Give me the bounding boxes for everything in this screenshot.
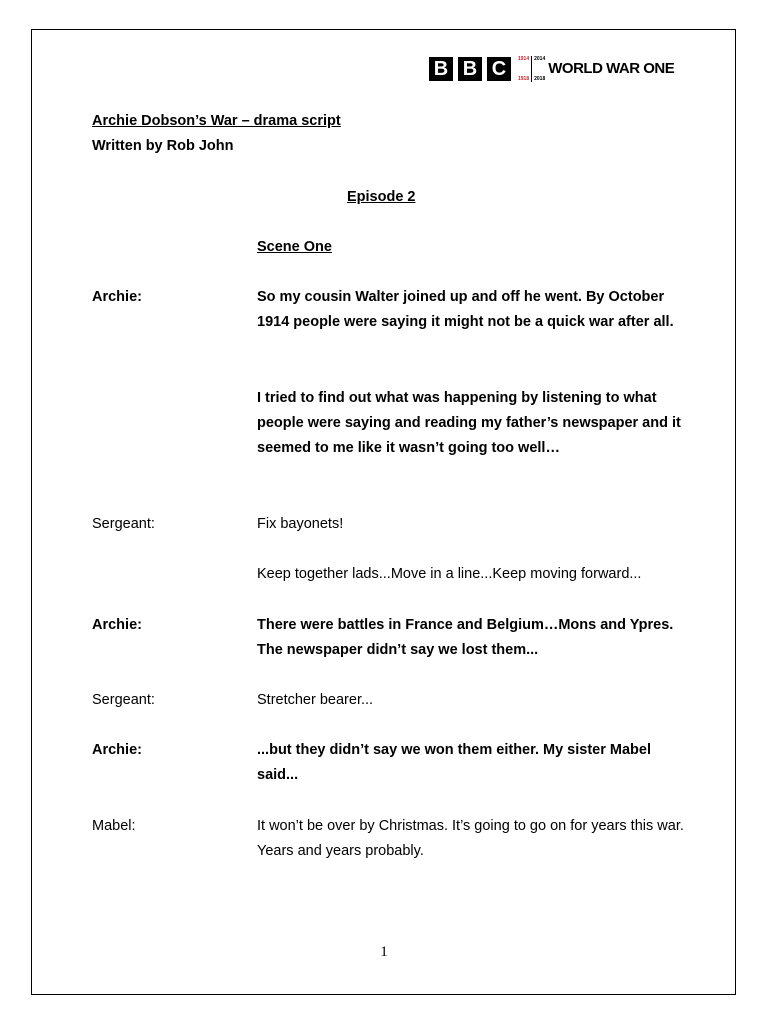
year-2014: 2014 <box>534 55 546 62</box>
speaker-mabel: Mabel: <box>92 818 136 834</box>
speaker-sergeant-1: Sergeant: <box>92 516 155 532</box>
bbc-letter-b2: B <box>458 57 482 81</box>
speaker-archie-3: Archie: <box>92 742 142 758</box>
bbc-world-war-one-logo <box>429 55 674 82</box>
year-1914: 1914 <box>518 55 530 62</box>
episode-heading: Episode 2 <box>347 189 416 205</box>
dialogue-archie-1a: So my cousin Walter joined up and off he went. By October 1914 people were saying it might not be a quick war after all. <box>257 289 674 330</box>
dialogue-sergeant-1a: Fix bayonets! <box>257 516 344 532</box>
dialogue-sergeant-1b: Keep together lads...Move in a line...Keep moving forward... <box>257 566 642 582</box>
speaker-archie-1: Archie: <box>92 289 142 305</box>
dialogue-archie-3: ...but they didn’t say we won them either. My sister Mabel said... <box>257 742 651 783</box>
document-title: Archie Dobson’s War – drama script <box>92 113 341 129</box>
bbc-letter-c: C <box>487 57 511 81</box>
logo-years-red <box>518 56 532 82</box>
year-2018: 2018 <box>534 75 546 82</box>
page-number: 1 <box>380 944 388 960</box>
year-1918: 1918 <box>518 75 530 82</box>
speaker-archie-2: Archie: <box>92 617 142 633</box>
speaker-sergeant-2: Sergeant: <box>92 692 155 708</box>
scene-heading: Scene One <box>257 239 332 255</box>
dialogue-sergeant-2: Stretcher bearer... <box>257 692 374 708</box>
dialogue-archie-2: There were battles in France and Belgium…Mons and Ypres. The newspaper didn’t say we lost them... <box>257 617 674 658</box>
dialogue-archie-1b: I tried to find out what was happening by listening to what people were saying and reading my father’s newspaper and it seemed to me like it wasn’t going too well… <box>257 390 681 456</box>
author-line: Written by Rob John <box>92 138 234 154</box>
dialogue-mabel: It won’t be over by Christmas. It’s going to go on for years this war. Years and years probably. <box>257 818 684 859</box>
logo-title: WORLD WAR ONE <box>548 60 675 77</box>
bbc-letter-b1: B <box>429 57 453 81</box>
logo-years-black <box>534 56 545 82</box>
